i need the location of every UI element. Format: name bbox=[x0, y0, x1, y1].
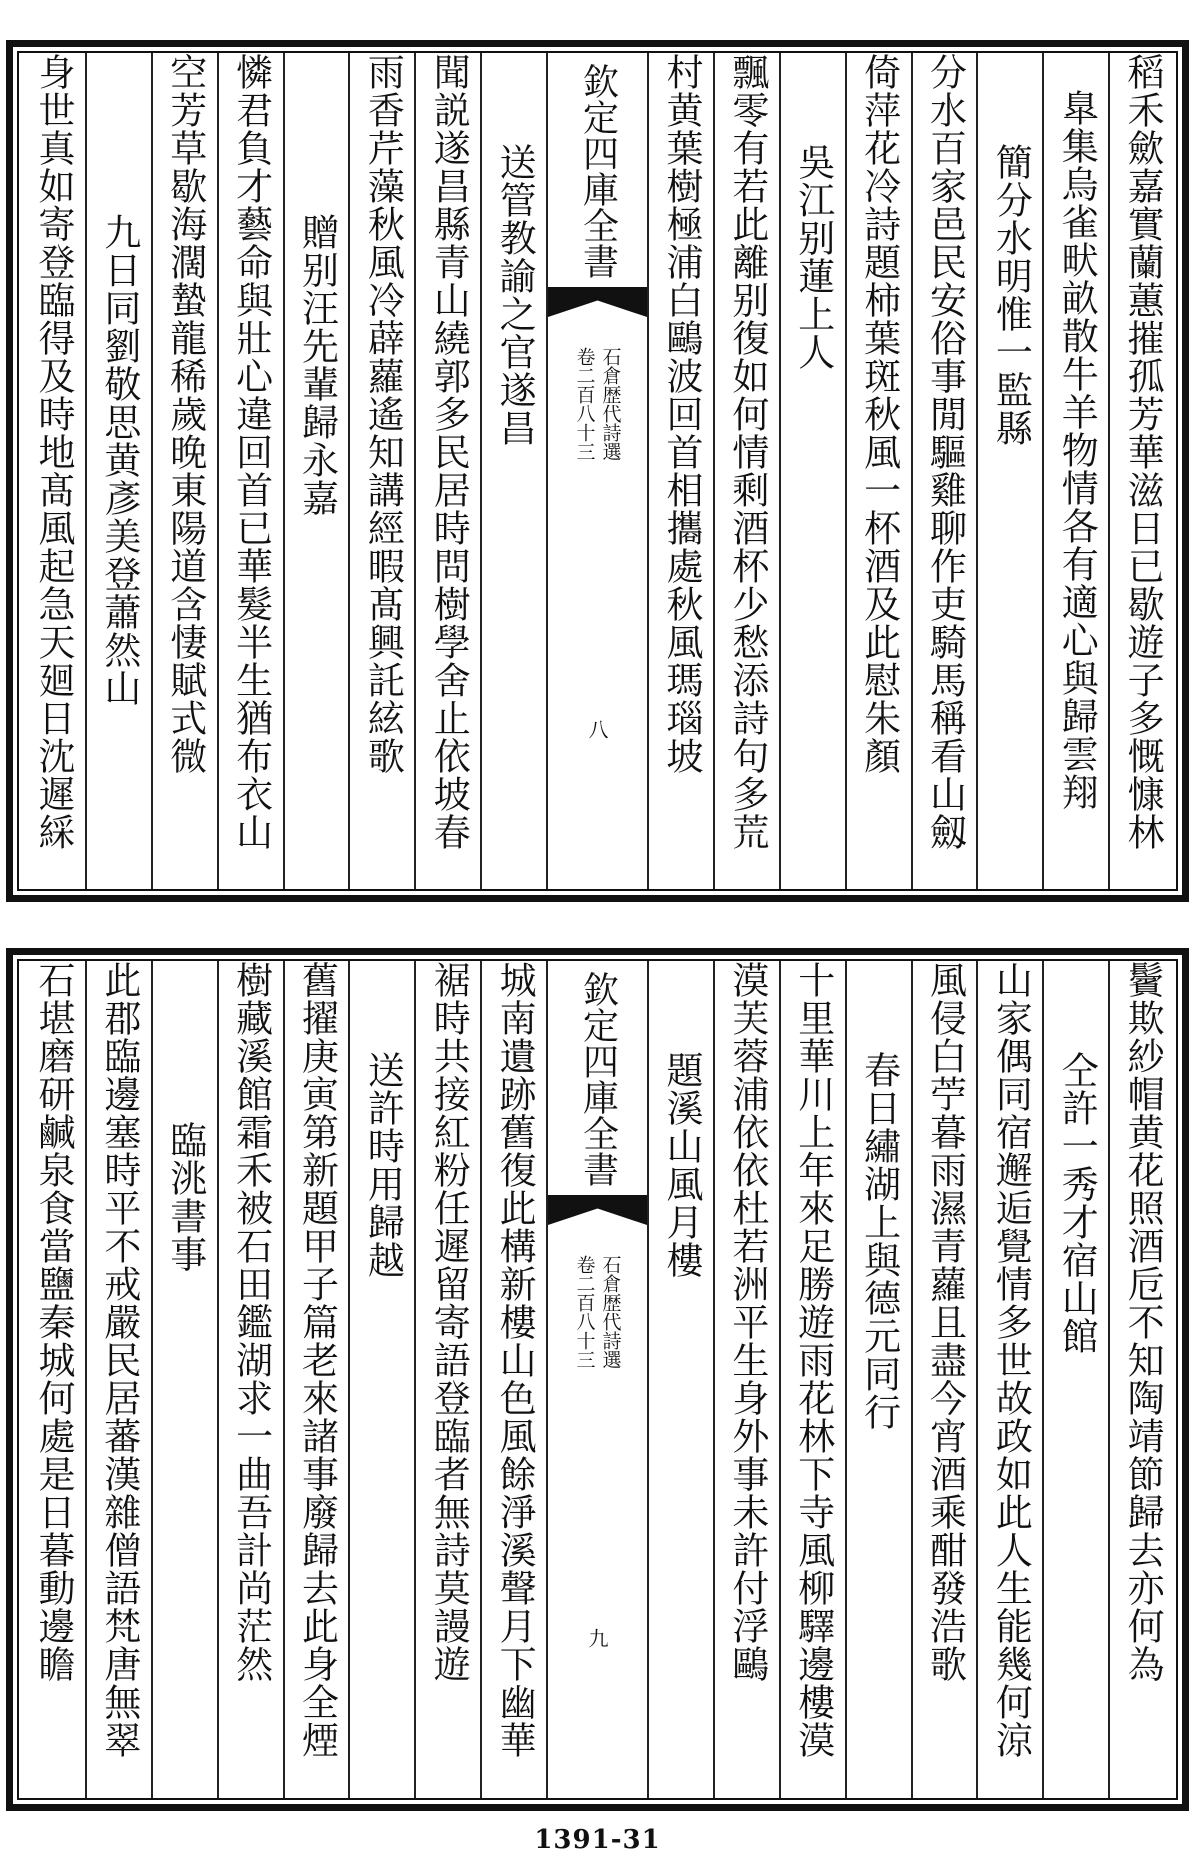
column-text: 分水百家邑民安俗事閒驅雞聊作吏騎馬稱看山劔 bbox=[923, 53, 967, 851]
column-text: 十里華川上年來足勝遊雨花林下寺風柳驛邊樓漠 bbox=[791, 961, 835, 1759]
text-column bbox=[713, 53, 779, 889]
fish-tail-mark-icon bbox=[548, 287, 647, 317]
column-text: 贈别汪先輩歸永嘉 bbox=[295, 213, 339, 517]
column-text: 裾時共接紅粉任遲留寄語登臨者無詩莫謾遊 bbox=[427, 961, 471, 1683]
column-text: 吳江别蓮上人 bbox=[791, 143, 835, 371]
poem-title-column bbox=[85, 53, 151, 889]
text-column bbox=[348, 53, 414, 889]
column-text: 城南遺跡舊復此構新樓山色風餘淨溪聲月下幽華 bbox=[493, 961, 537, 1759]
volume-info bbox=[574, 347, 622, 461]
text-column bbox=[21, 53, 85, 889]
text-column bbox=[1108, 53, 1174, 889]
top-page-columns bbox=[21, 53, 1174, 889]
bottom-page-panel bbox=[6, 948, 1189, 1811]
poem-title-column bbox=[348, 961, 414, 1798]
column-text: 稻禾歛嘉實蘭蕙摧孤芳華滋日已歇遊子多慨慷林 bbox=[1121, 53, 1165, 851]
column-text: 仝許一秀才宿山館 bbox=[1055, 1051, 1099, 1355]
text-column bbox=[217, 53, 283, 889]
column-text: 空芳草歇海濶蟄龍稀歲晚東陽道含悽賦式微 bbox=[163, 53, 207, 775]
text-column bbox=[1108, 961, 1174, 1798]
poem-title-column bbox=[1042, 961, 1108, 1798]
volume-info-line1: 石倉歴代詩選 bbox=[599, 1255, 622, 1369]
text-column bbox=[480, 961, 546, 1798]
text-column bbox=[21, 961, 85, 1798]
leaf-number: 九 bbox=[585, 1628, 609, 1648]
text-column bbox=[911, 53, 977, 889]
column-text: 春日繡湖上與德元同行 bbox=[857, 1051, 901, 1431]
text-column bbox=[85, 961, 151, 1798]
page-number: 1391-31 bbox=[534, 1825, 661, 1855]
poem-title-column bbox=[845, 961, 911, 1798]
poem-title-column bbox=[779, 53, 845, 889]
column-text: 送許時用歸越 bbox=[361, 1051, 405, 1279]
poem-title-column bbox=[151, 961, 217, 1798]
column-text: 題溪山風月樓 bbox=[659, 1051, 703, 1279]
column-text: 九日同劉敬思黄彥美登蕭然山 bbox=[97, 213, 141, 707]
text-column bbox=[779, 961, 845, 1798]
column-text: 聞説遂昌縣青山繞郭多民居時問樹學舍止依坡春 bbox=[427, 53, 471, 851]
column-text: 風侵白苧暮雨濕青蘿且盡今宵酒乘酣發浩歌 bbox=[923, 961, 967, 1683]
text-column bbox=[976, 961, 1042, 1798]
column-text: 鬢欺紗帽黄花照酒卮不知陶靖節歸去亦何為 bbox=[1121, 961, 1165, 1683]
column-text: 送管教諭之官遂昌 bbox=[493, 143, 537, 447]
text-column bbox=[911, 961, 977, 1798]
poem-title-column bbox=[1042, 53, 1108, 889]
column-text: 舊擢庚寅第新題甲子篇老來諸事廢歸去此身全煙 bbox=[295, 961, 339, 1759]
text-column bbox=[283, 961, 349, 1798]
column-text: 此郡臨邊塞時平不戒嚴民居蕃漢雜僧語梵唐無翠 bbox=[97, 961, 141, 1759]
column-text: 飄零有若此離别復如何情剩酒杯少愁添詩句多荒 bbox=[725, 53, 769, 851]
text-column bbox=[845, 53, 911, 889]
text-column bbox=[217, 961, 283, 1798]
poem-title-column bbox=[480, 53, 546, 889]
column-text: 臯集烏雀畎畝散牛羊物情各有適心與歸雲翔 bbox=[1055, 89, 1099, 811]
top-page-panel bbox=[6, 40, 1189, 902]
poem-title-column bbox=[283, 53, 349, 889]
text-column bbox=[414, 961, 480, 1798]
volume-info-line2: 卷二百八十三 bbox=[573, 347, 596, 461]
volume-info-line2: 卷二百八十三 bbox=[573, 1255, 596, 1369]
book-title: 欽定四庫全書 bbox=[577, 63, 619, 279]
column-text: 身世真如寄登臨得及時地髙風起急天廻日沈遲綵 bbox=[31, 53, 75, 851]
column-text: 漠芙蓉浦依依杜若洲平生身外事未許付浮鷗 bbox=[725, 961, 769, 1683]
column-text: 石堪磨研鹹泉食當鹽秦城何處是日暮動邊瞻 bbox=[31, 961, 75, 1683]
bottom-page-columns bbox=[21, 961, 1174, 1798]
volume-info-line1: 石倉歴代詩選 bbox=[599, 347, 622, 461]
column-text: 簡分水明惟一監縣 bbox=[989, 143, 1033, 447]
volume-info bbox=[574, 1255, 622, 1369]
text-column bbox=[647, 53, 713, 889]
text-column bbox=[414, 53, 480, 889]
column-text: 雨香芹藻秋風冷薜蘿遙知講經暇髙興託絃歌 bbox=[361, 53, 405, 775]
book-center-column bbox=[546, 53, 647, 889]
column-text: 倚萍花冷詩題柿葉斑秋風一杯酒及此慰朱顏 bbox=[857, 53, 901, 775]
poem-title-column bbox=[976, 53, 1042, 889]
fish-tail-mark-icon bbox=[548, 1195, 647, 1225]
column-text: 樹藏溪館霜禾被石田鑑湖求一曲吾計尚茫然 bbox=[229, 961, 273, 1683]
book-title: 欽定四庫全書 bbox=[577, 971, 619, 1187]
text-column bbox=[713, 961, 779, 1798]
book-center-column bbox=[546, 961, 647, 1798]
column-text: 憐君負才藝命與壯心違回首已華髮半生猶布衣山 bbox=[229, 53, 273, 851]
leaf-number: 八 bbox=[585, 719, 609, 739]
column-text: 臨洮書事 bbox=[163, 1121, 207, 1273]
column-text: 村黄葉樹極浦白鷗波回首相攜處秋風瑪瑙坡 bbox=[659, 53, 703, 775]
text-column bbox=[151, 53, 217, 889]
column-text: 山家偶同宿邂逅覺情多世故政如此人生能幾何涼 bbox=[989, 961, 1033, 1759]
poem-title-column bbox=[647, 961, 713, 1798]
